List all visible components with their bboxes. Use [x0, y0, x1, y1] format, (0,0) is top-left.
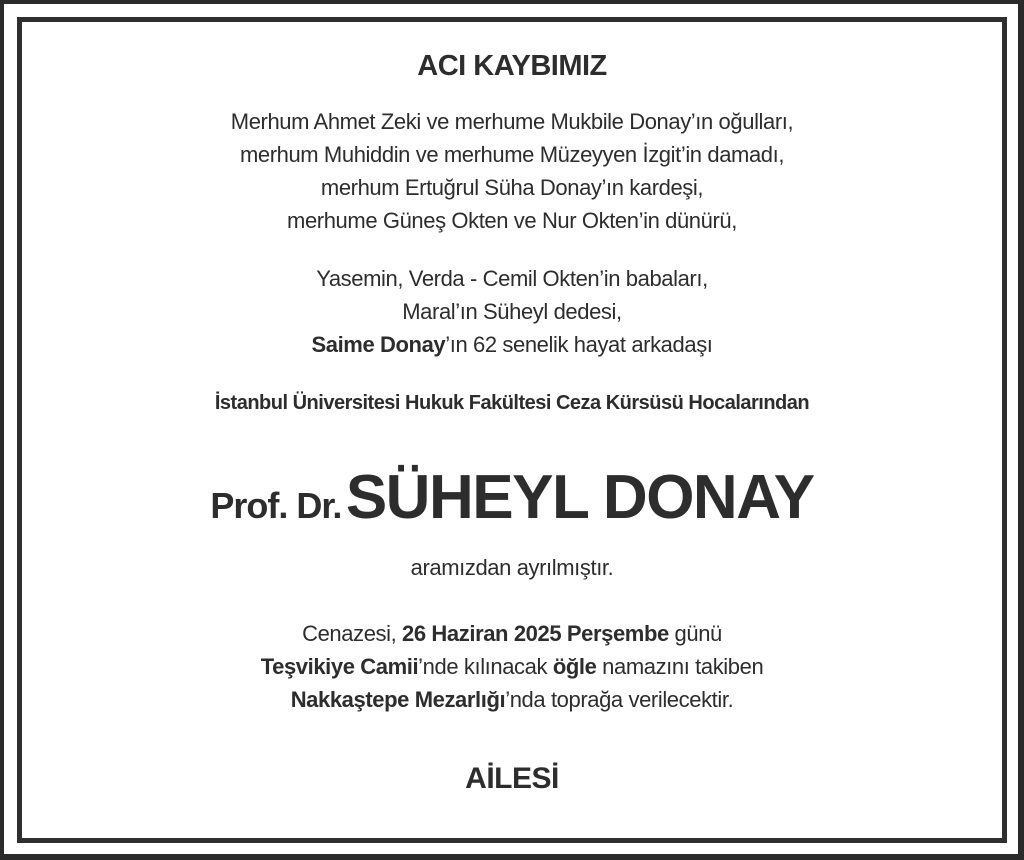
spouse-name: Saime Donay	[311, 332, 446, 357]
funeral-text: Cenazesi,	[302, 621, 403, 646]
mosque-name: Teşvikiye Camii	[260, 654, 419, 679]
passed-text: aramızdan ayrılmıştır.	[410, 555, 614, 580]
relation-line-3-rest: ’ın 62 senelik hayat arkadaşı	[445, 332, 713, 357]
deceased-name: SÜHEYL DONAY	[345, 463, 814, 532]
relation-line-2: Maral’ın Süheyl dedesi,	[402, 299, 622, 324]
inner-frame	[17, 17, 1007, 843]
deceased-name-line	[22, 462, 1002, 533]
relation-line-1: Yasemin, Verda - Cemil Okten’in babaları,	[316, 266, 708, 291]
funeral-date: 26 Haziran 2025 Perşembe	[402, 621, 669, 646]
outer-frame	[4, 4, 1018, 854]
cemetery-name: Nakkaştepe Mezarlığı	[290, 687, 506, 712]
title-prefix: Prof. Dr.	[210, 485, 342, 526]
funeral-line-3	[22, 687, 1002, 713]
relation-line-3	[22, 332, 1002, 358]
funeral-text: namazını takiben	[596, 654, 764, 679]
affiliation: İstanbul Üniversitesi Hukuk Fakültesi Ceza Kürsüsü Hocalarından	[214, 392, 810, 414]
funeral-text: ’nda toprağa verilecektir.	[505, 687, 734, 712]
funeral-text: ’nde kılınacak	[418, 654, 553, 679]
prayer-time: öğle	[552, 654, 597, 679]
family-line-4: merhume Güneş Okten ve Nur Okten’in dünürü,	[287, 208, 737, 233]
notice-heading: ACI KAYBIMIZ	[417, 50, 607, 82]
signature: AİLESİ	[465, 762, 559, 795]
obituary-notice	[22, 22, 1002, 838]
family-line-1: Merhum Ahmet Zeki ve merhume Mukbile Donay’ın oğulları,	[230, 109, 794, 134]
family-line-2: merhum Muhiddin ve merhume Müzeyyen İzgit’in damadı,	[239, 142, 785, 167]
funeral-line-2	[22, 654, 1002, 680]
funeral-line-1	[22, 621, 1002, 647]
family-line-3: merhum Ertuğrul Süha Donay’ın kardeşi,	[320, 175, 704, 200]
funeral-text: günü	[668, 621, 722, 646]
